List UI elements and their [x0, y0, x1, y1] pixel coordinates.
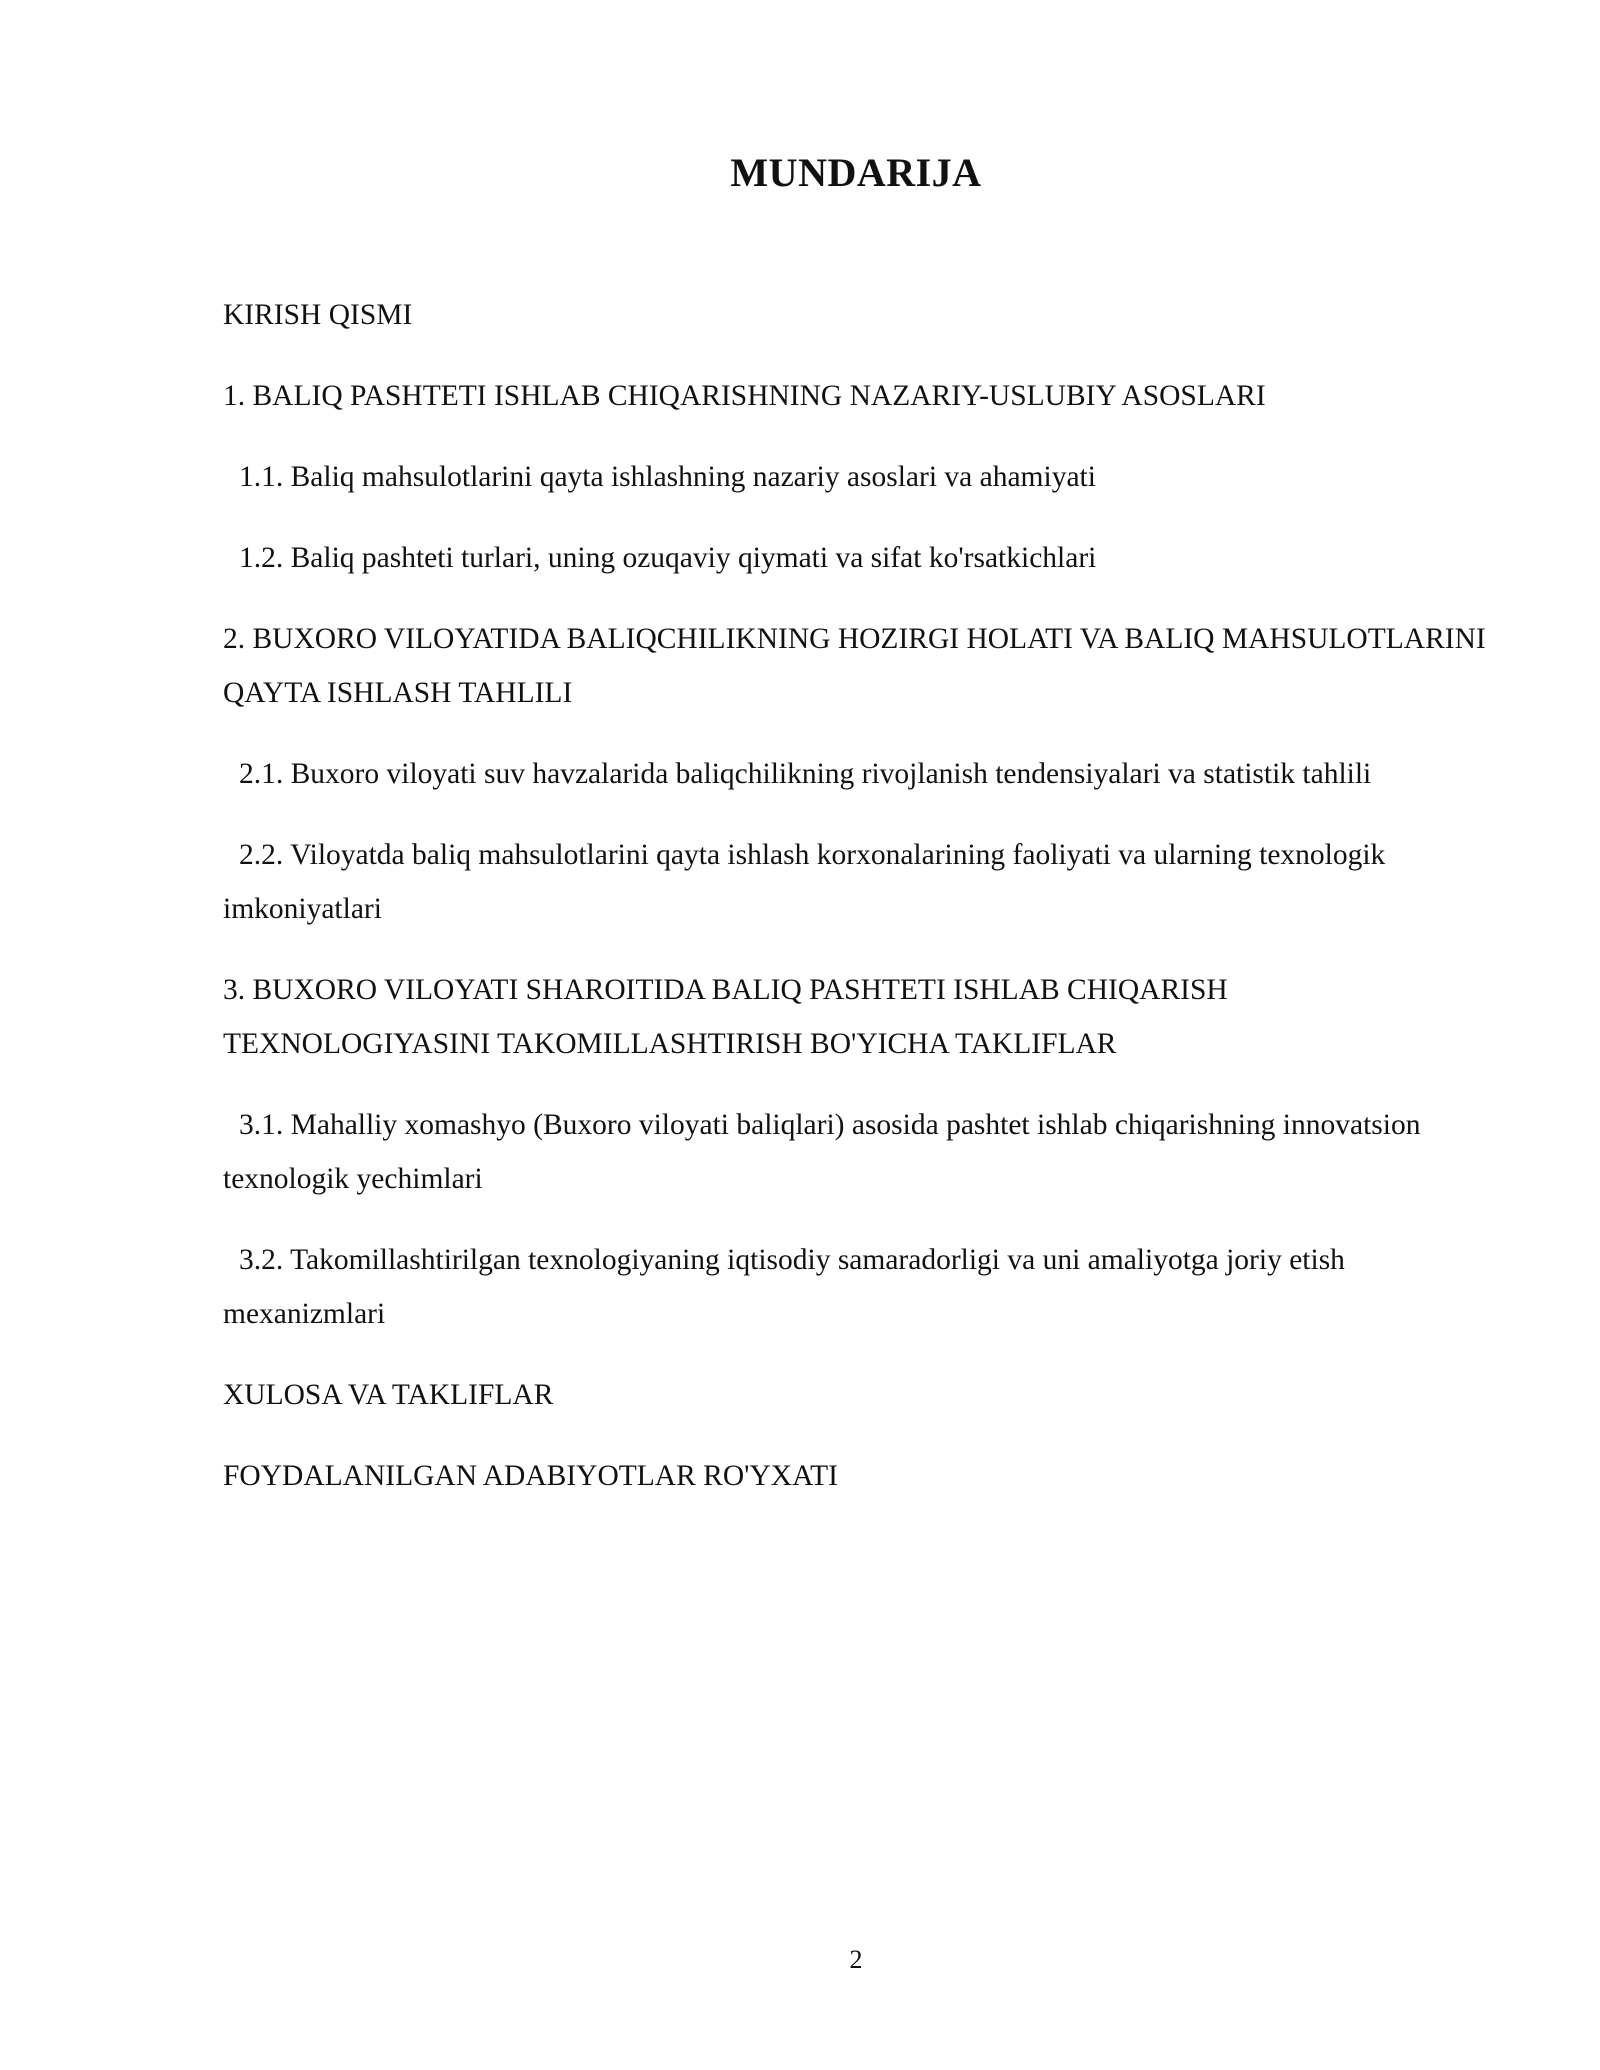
toc-item-section-3-1: 3.1. Mahalliy xomashyo (Buxoro viloyati baliqlari) asosida pashtet ishlab chiqarishning innovatsion texnologik yechimlari [223, 1109, 1421, 1195]
table-of-contents [223, 288, 1488, 1530]
toc-item-chapter-1: 1. BALIQ PASHTETI ISHLAB CHIQARISHNING NAZARIY-USLUBIY ASOSLARI [223, 380, 1266, 412]
toc-item-chapter-2: 2. BUXORO VILOYATIDA BALIQCHILIKNING HOZIRGI HOLATI VA BALIQ MAHSULOTLARINI QAYTA ISHLASH TAHLILI [223, 623, 1486, 709]
toc-item-section-2-2: 2.2. Viloyatda baliq mahsulotlarini qayta ishlash korxonalarining faoliyati va ularning texnologik imkoniyatlari [223, 839, 1386, 925]
page-number: 2 [849, 1945, 863, 1974]
toc-item-chapter-3: 3. BUXORO VILOYATI SHAROITIDA BALIQ PASHTETI ISHLAB CHIQARISH TEXNOLOGIYASINI TAKOMILLASHTIRISH BO'YICHA TAKLIFLAR [223, 974, 1228, 1060]
toc-item-section-2-1: 2.1. Buxoro viloyati suv havzalarida baliqchilikning rivojlanish tendensiyalari va statistik tahlili [239, 758, 1372, 790]
toc-item-section-3-2: 3.2. Takomillashtirilgan texnologiyaning iqtisodiy samaradorligi va uni amaliyotga joriy etish mexanizmlari [223, 1244, 1345, 1330]
toc-item-introduction: KIRISH QISMI [223, 299, 413, 331]
toc-item-references: FOYDALANILGAN ADABIYOTLAR RO'YXATI [223, 1460, 838, 1492]
toc-item-section-1-1: 1.1. Baliq mahsulotlarini qayta ishlashning nazariy asoslari va ahamiyati [239, 461, 1096, 493]
toc-item-conclusion: XULOSA VA TAKLIFLAR [223, 1379, 554, 1411]
page-title: MUNDARIJA [730, 150, 982, 195]
toc-item-section-1-2: 1.2. Baliq pashteti turlari, uning ozuqaviy qiymati va sifat ko'rsatkichlari [239, 542, 1097, 574]
